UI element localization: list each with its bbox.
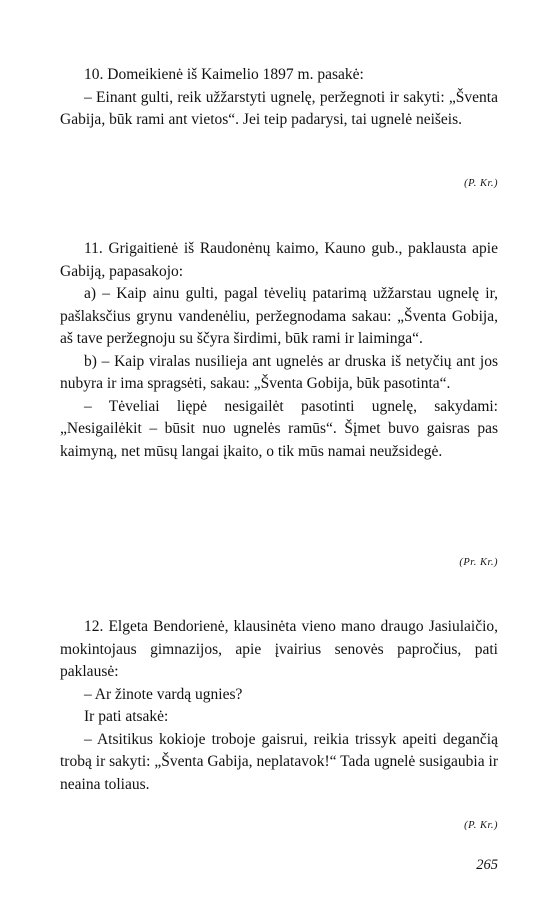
entry-11-part-a: a) – Kaip ainu gulti, pagal tėvelių patarimą užžarstau ugnelę ir, pašlaksčius grynu vandenėliu, peržegnodama sakau: „Šventa Gobija, aš tave peržegnoju su ščyra širdimi, būk rami ir laiminga“. (60, 285, 498, 347)
entry-11 (60, 238, 498, 463)
entry-10-text: – Einant gulti, reik užžarstyti ugnelę, peržegnoti ir sakyti: „Šventa Gabija, būk rami ant vietos“. Jei teip padarysi, tai ugnelė neišeis. (60, 88, 498, 128)
entry-11-heading: 11. Grigaitienė iš Raudonėnų kaimo, Kauno gub., paklausta apie Gabiją, papasakojo: (60, 240, 498, 280)
entry-11-source: (Pr. Kr.) (459, 557, 498, 568)
entry-12-question: – Ar žinote vardą ugnies? (84, 685, 243, 703)
entry-10 (60, 64, 498, 132)
page-number: 265 (476, 857, 498, 873)
entry-12 (60, 616, 498, 796)
entry-11-part-c: – Tėveliai liępė nesigailėt pasotinti ugnelę, sakydami: „Nesigailėkit – būsit nuo ugnelės ramūs“. Šįmet buvo gaisras pas kaimyną, net mūsų langai įkaito, o tik mūs namai neužsidegė. (60, 397, 498, 460)
entry-12-narration: Ir pati atsakė: (84, 708, 169, 725)
entry-10-heading: 10. Domeikienė iš Kaimelio 1897 m. pasakė: (84, 66, 364, 83)
entry-10-source: (P. Kr.) (464, 178, 498, 189)
entry-12-source: (P. Kr.) (464, 820, 498, 831)
entry-12-answer: – Atsitikus kokioje troboje gaisrui, reikia trissyk apeiti degančią trobą ir sakyti: „Šventa Gabija, neplatavok!“ Tada ugnelė susigaubia ir neaina toliaus. (60, 730, 498, 793)
entry-11-part-b: b) – Kaip viralas nusilieja ant ugnelės ar druska iš netyčių ant jos nubyra ir ima spragsėti, sakau: „Šventa Gobija, būk pasotinta“. (60, 352, 498, 392)
entry-12-heading: 12. Elgeta Bendorienė, klausinėta vieno mano draugo Jasiulaičio, mokintojaus gimnazijos, apie įvairius senovės papročius, pati paklausė: (60, 618, 498, 680)
